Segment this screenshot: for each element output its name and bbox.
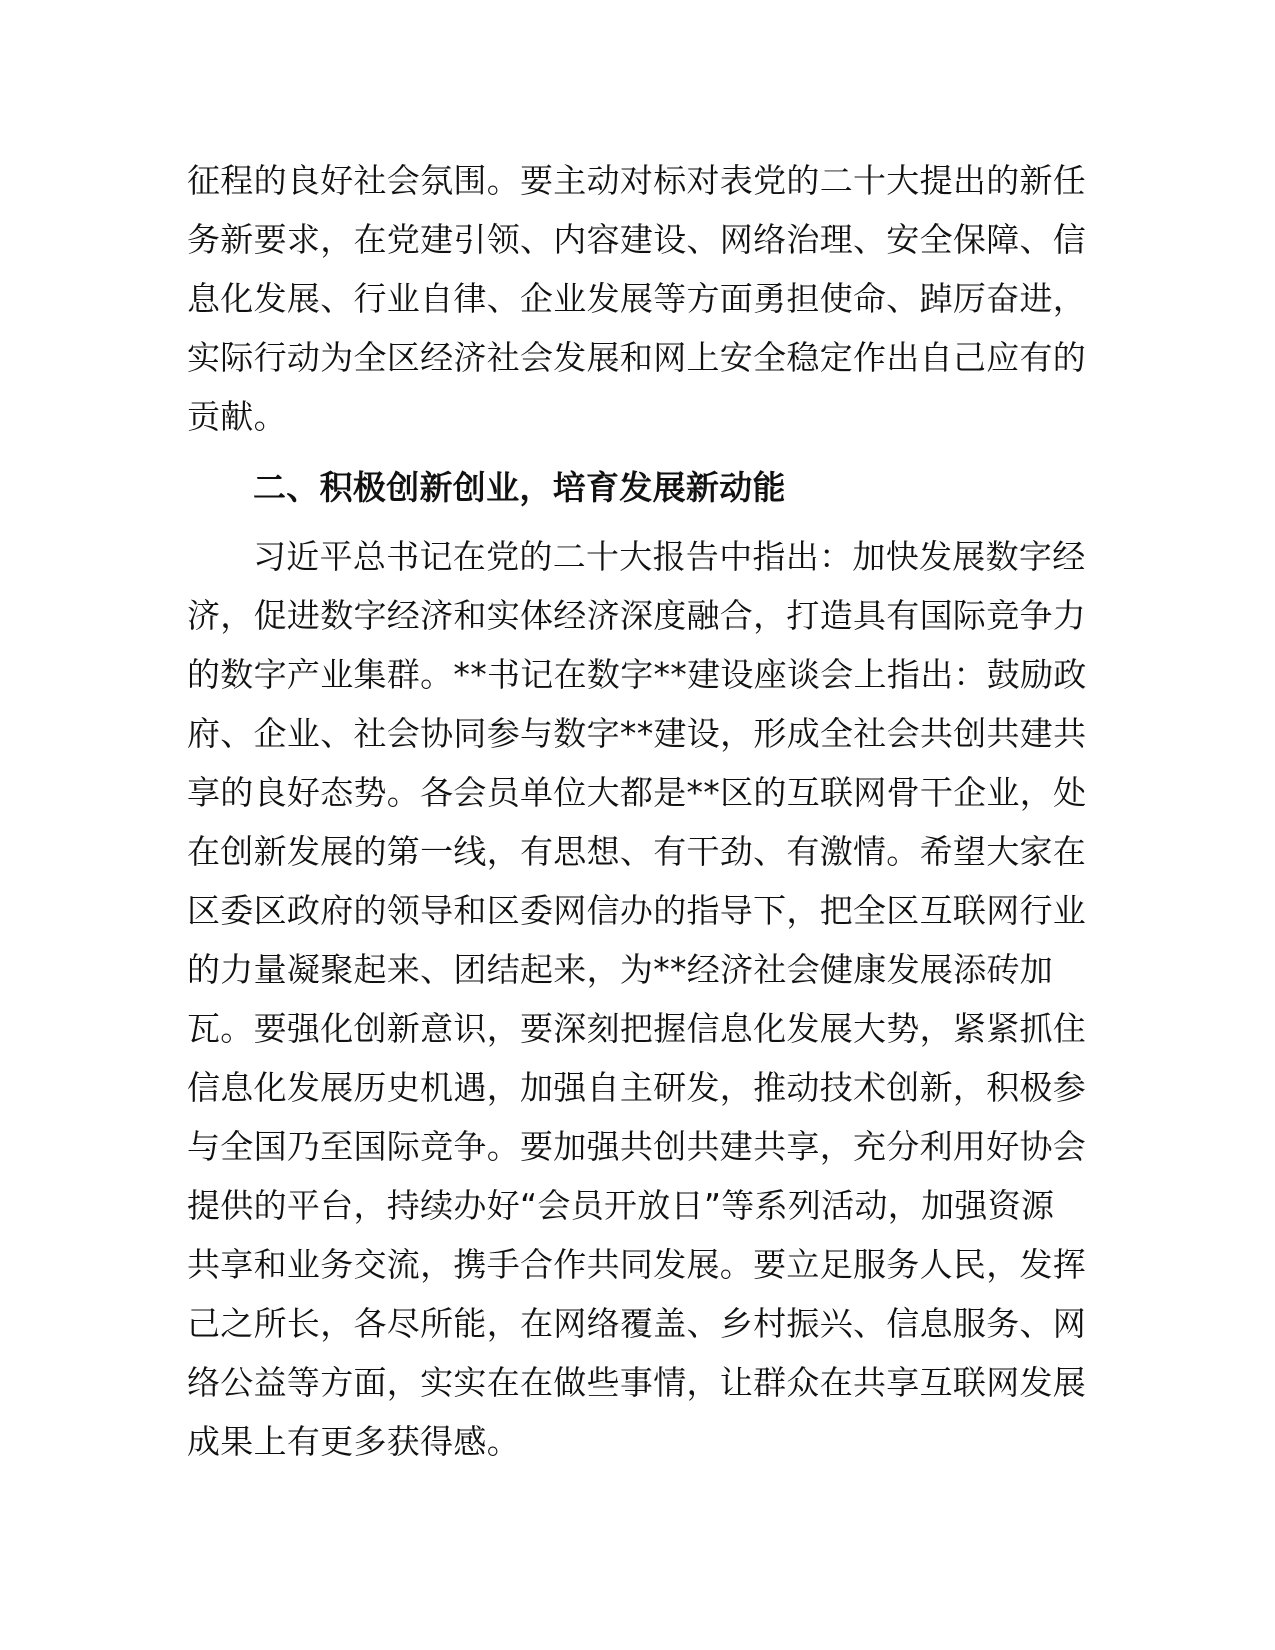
text-line: 的力量凝聚起来、团结起来，为**经济社会健康发展添砖加 (187, 950, 1054, 989)
paragraph-body (187, 527, 1087, 1471)
text-line: 瓦。要强化创新意识，要深刻把握信息化发展大势，紧紧抓住 (187, 1009, 1087, 1048)
text-line: 共享和业务交流，携手合作共同发展。要立足服务人民，发挥 (187, 1245, 1087, 1284)
text-line: 在创新发展的第一线，有思想、有干劲、有激情。希望大家在 (187, 832, 1087, 871)
text-line: 济，促进数字经济和实体经济深度融合，打造具有国际竞争力 (187, 596, 1087, 635)
text-line: 己之所长，各尽所能，在网络覆盖、乡村振兴、信息服务、网 (187, 1304, 1087, 1343)
text-line: 信息化发展历史机遇，加强自主研发，推动技术创新，积极参 (187, 1068, 1087, 1107)
text-line: 实际行动为全区经济社会发展和网上安全稳定作出自己应有的 (187, 338, 1087, 377)
section-heading: 二、积极创新创业，培育发展新动能 (253, 468, 786, 507)
text-line: 与全国乃至国际竞争。要加强共创共建共享，充分利用好协会 (187, 1127, 1087, 1166)
text-line: 的数字产业集群。**书记在数字**建设座谈会上指出：鼓励政 (187, 655, 1087, 694)
text-line: 络公益等方面，实实在在做些事情，让群众在共享互联网发展 (187, 1363, 1087, 1402)
text-line: 享的良好态势。各会员单位大都是**区的互联网骨干企业，处 (187, 773, 1087, 812)
text-line: 府、企业、社会协同参与数字**建设，形成全社会共创共建共 (187, 714, 1087, 753)
text-line: 征程的良好社会氛围。要主动对标对表党的二十大提出的新任 (187, 161, 1087, 200)
text-line: 息化发展、行业自律、企业发展等方面勇担使命、踔厉奋进， (187, 279, 1087, 318)
text-line: 习近平总书记在党的二十大报告中指出：加快发展数字经 (253, 537, 1086, 576)
paragraph-continued (187, 151, 1087, 446)
text-line: 区委区政府的领导和区委网信办的指导下，把全区互联网行业 (187, 891, 1087, 930)
text-line: 成果上有更多获得感。 (187, 1422, 520, 1461)
text-line: 务新要求，在党建引领、内容建设、网络治理、安全保障、信 (187, 220, 1087, 259)
text-line: 贡献。 (187, 397, 287, 436)
text-line: 提供的平台，持续办好“会员开放日”等系列活动，加强资源 (187, 1186, 1055, 1225)
